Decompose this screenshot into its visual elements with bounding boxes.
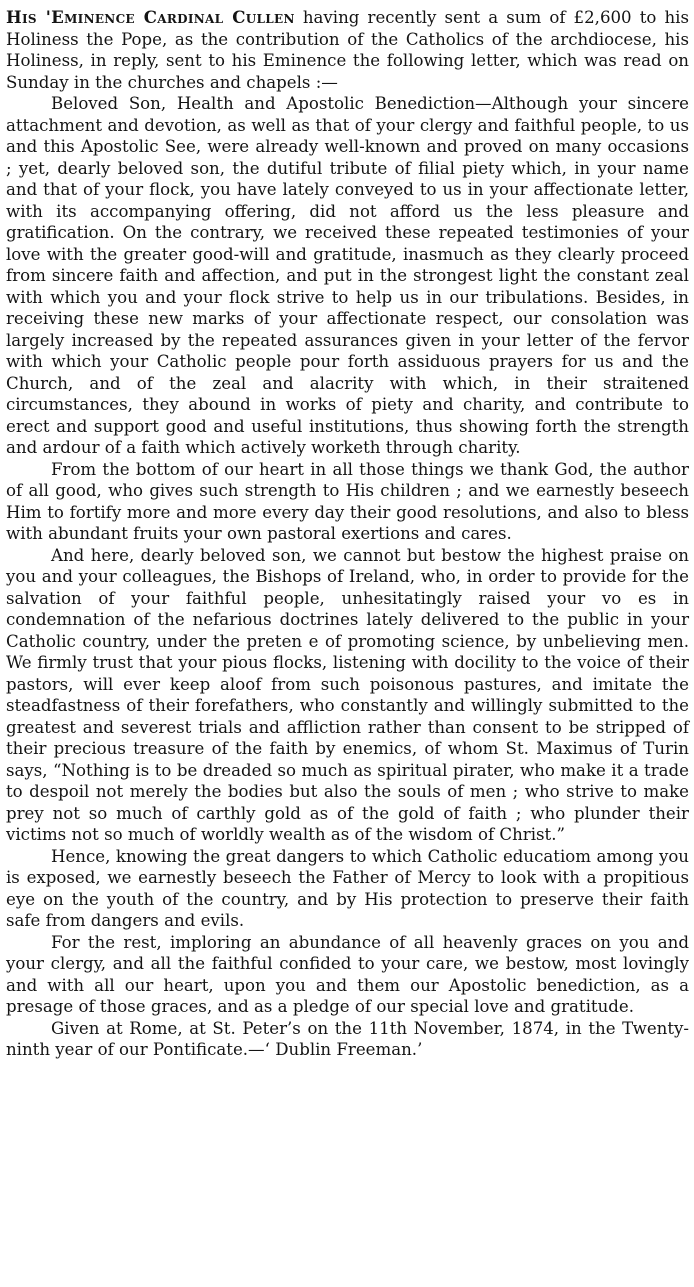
letter-paragraph-2: From the bottom of our heart in all those things we thank God, the author of all good, who gives such strength to His children ; and we earnestly beseech Him to fortify more and more every day their good resolutions, and also to bless with abundant fruits your own pastoral exertions and cares. xyxy=(6,459,689,543)
letter-paragraph-4: Hence, knowing the great dangers to which Catholic educatiom among you is exposed, we earnestly beseech the Father of Mercy to look with a propitious eye on the youth of the country, and by His protection to preserve their faith safe from dangers and evils. xyxy=(6,846,689,930)
letter-paragraph-3: And here, dearly beloved son, we cannot but bestow the highest praise on you and your colleagues, the Bishops of Ireland, who, in order to provide for the salvation of your faithful people, unhesitatingly raised your vo es in condemnation of the nefarious doctrines lately delivered to the public in your Catholic country, under the preten e of promoting science, by unbelieving men. We firmly trust that your pious flocks, listening with docility to the voice of their pastors, will ever keep aloof from such poisonous pastures, and imitate the steadfastness of their forefathers, who constantly and willingly submitted to the greatest and severest trials and affliction rather than consent to be stripped of their precious treasure of the faith by enemics, of whom St. Maximus of Turin says, “Nothing is to be dreaded so much as spiritual pirater, who make it a trade to despoil not merely the bodies but also the souls of men ; who strive to make prey not so much of carthly gold as of the gold of faith ; who plunder their victims not so much of worldly wealth as of the wisdom of Christ.” xyxy=(6,545,689,844)
newspaper-article xyxy=(6,7,689,1061)
intro-smallcaps-prefix: His 'Eminence Cardinal Cullen xyxy=(6,7,295,27)
intro-text: having recently sent a sum of £2,600 to his Holiness the Pope, as the contribution of the Catholics of the archdiocese, his Holiness, in reply, sent to his Eminence the following letter, which was read on Sunday in the churches and chapels :— xyxy=(6,8,689,92)
letter-paragraph-1: Beloved Son, Health and Apostolic Benediction—Although your sincere attachment and devotion, as well as that of your clergy and faithful people, to us and this Apostolic See, were already well-known and proved on many occasions ; yet, dearly beloved son, the dutiful tribute of filial piety which, in your name and that of your flock, you have lately conveyed to us in your affectionate letter, with its accompanying offering, did not afford us the less pleasure and gratification. On the contrary, we received these repeated testimonies of your love with the greater good-will and gratitude, inasmuch as they clearly proceed from sincere faith and affection, and put in the strongest light the constant zeal with which you and your flock strive to help us in our tribulations. Besides, in receiving these new marks of your affectionate respect, our consolation was largely increased by the repeated assurances given in your letter of the fervor with which your Catholic people pour forth assiduous prayers for us and the Church, and of the zeal and alacrity with which, in their straitened circumstances, they abound in works of piety and charity, and contribute to erect and support good and useful institutions, thus showing forth the strength and ardour of a faith which actively worketh through charity. xyxy=(6,94,689,457)
intro-paragraph xyxy=(6,7,689,93)
letter-closing: Given at Rome, at St. Peter’s on the 11th November, 1874, in the Twenty-ninth year of our Pontificate.—‘ Dublin Freeman.’ xyxy=(6,1018,689,1059)
letter-paragraph-5: For the rest, imploring an abundance of all heavenly graces on you and your clergy, and all the faithful confided to your care, we bestow, most lovingly and with all our heart, upon you and them our Apostolic benediction, as a presage of those graces, and as a pledge of our special love and gratitude. xyxy=(6,932,689,1016)
